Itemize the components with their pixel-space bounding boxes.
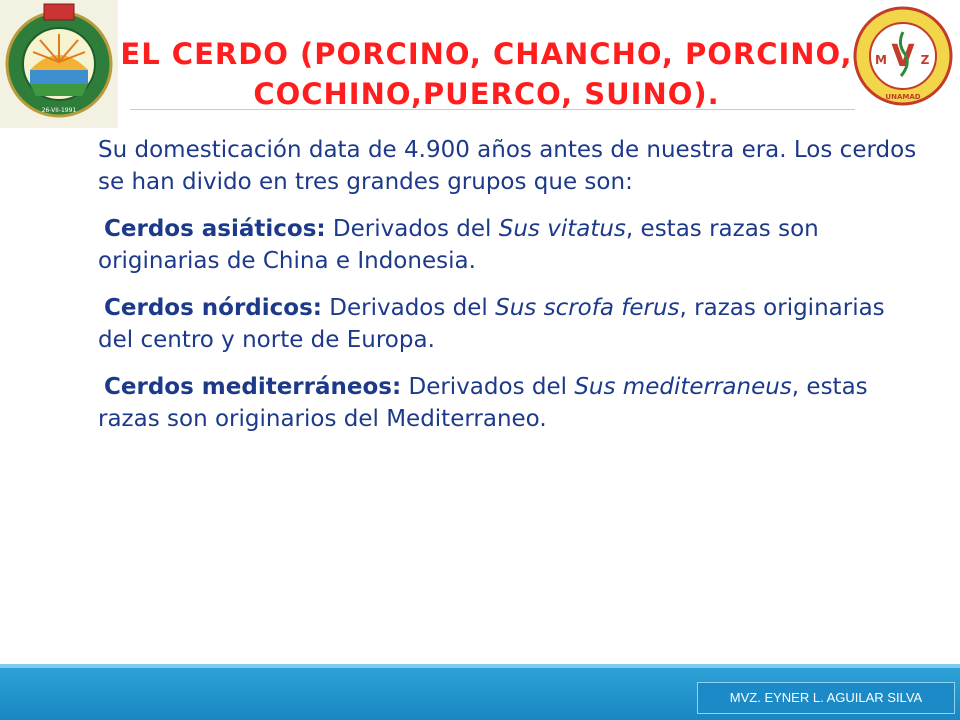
group-asiaticos <box>98 213 918 277</box>
slide-title <box>118 34 855 114</box>
group-heading: Cerdos nórdicos: <box>104 295 322 321</box>
svg-text:26-VII-1991: 26-VII-1991 <box>41 107 77 114</box>
species-name: Sus vitatus <box>498 216 626 242</box>
group-text-pre: Derivados del <box>325 216 499 242</box>
slide-title-line2: COCHINO,PUERCO, SUINO). <box>253 77 720 111</box>
group-text-post: , estas razas son originarias de China e Indonesia. <box>98 216 819 274</box>
group-text-pre: Derivados del <box>321 295 496 321</box>
university-logo <box>0 0 118 128</box>
group-text-post: , razas originarias del centro y norte de Europa. <box>98 295 885 353</box>
mvz-seal-icon <box>853 2 953 110</box>
mvz-logo <box>853 2 953 110</box>
slide-title-line1: EL CERDO (PORCINO, CHANCHO, PORCINO, <box>120 37 853 71</box>
footer-highlight <box>0 664 960 668</box>
svg-text:V: V <box>891 39 915 74</box>
svg-text:Z: Z <box>920 53 930 67</box>
group-nordicos <box>98 292 918 356</box>
svg-text:UNAMAD: UNAMAD <box>885 93 921 101</box>
title-divider <box>130 109 855 110</box>
group-text-pre: Derivados del <box>401 374 575 400</box>
slide-body <box>98 134 918 450</box>
group-text-post: , estas razas son originarios del Mediterraneo. <box>98 374 868 432</box>
group-mediterraneos <box>98 371 918 435</box>
intro-paragraph: Su domesticación data de 4.900 años antes de nuestra era. Los cerdos se han divido en tres grandes grupos que son: <box>98 137 917 195</box>
svg-text:M: M <box>875 53 887 67</box>
university-seal-icon <box>0 0 118 128</box>
author-label: MVZ. EYNER L. AGUILAR SILVA <box>697 682 955 714</box>
species-name: Sus mediterraneus <box>574 374 792 400</box>
species-name: Sus scrofa ferus <box>495 295 680 321</box>
group-heading: Cerdos asiáticos: <box>104 216 326 242</box>
group-heading: Cerdos mediterráneos: <box>104 374 402 400</box>
